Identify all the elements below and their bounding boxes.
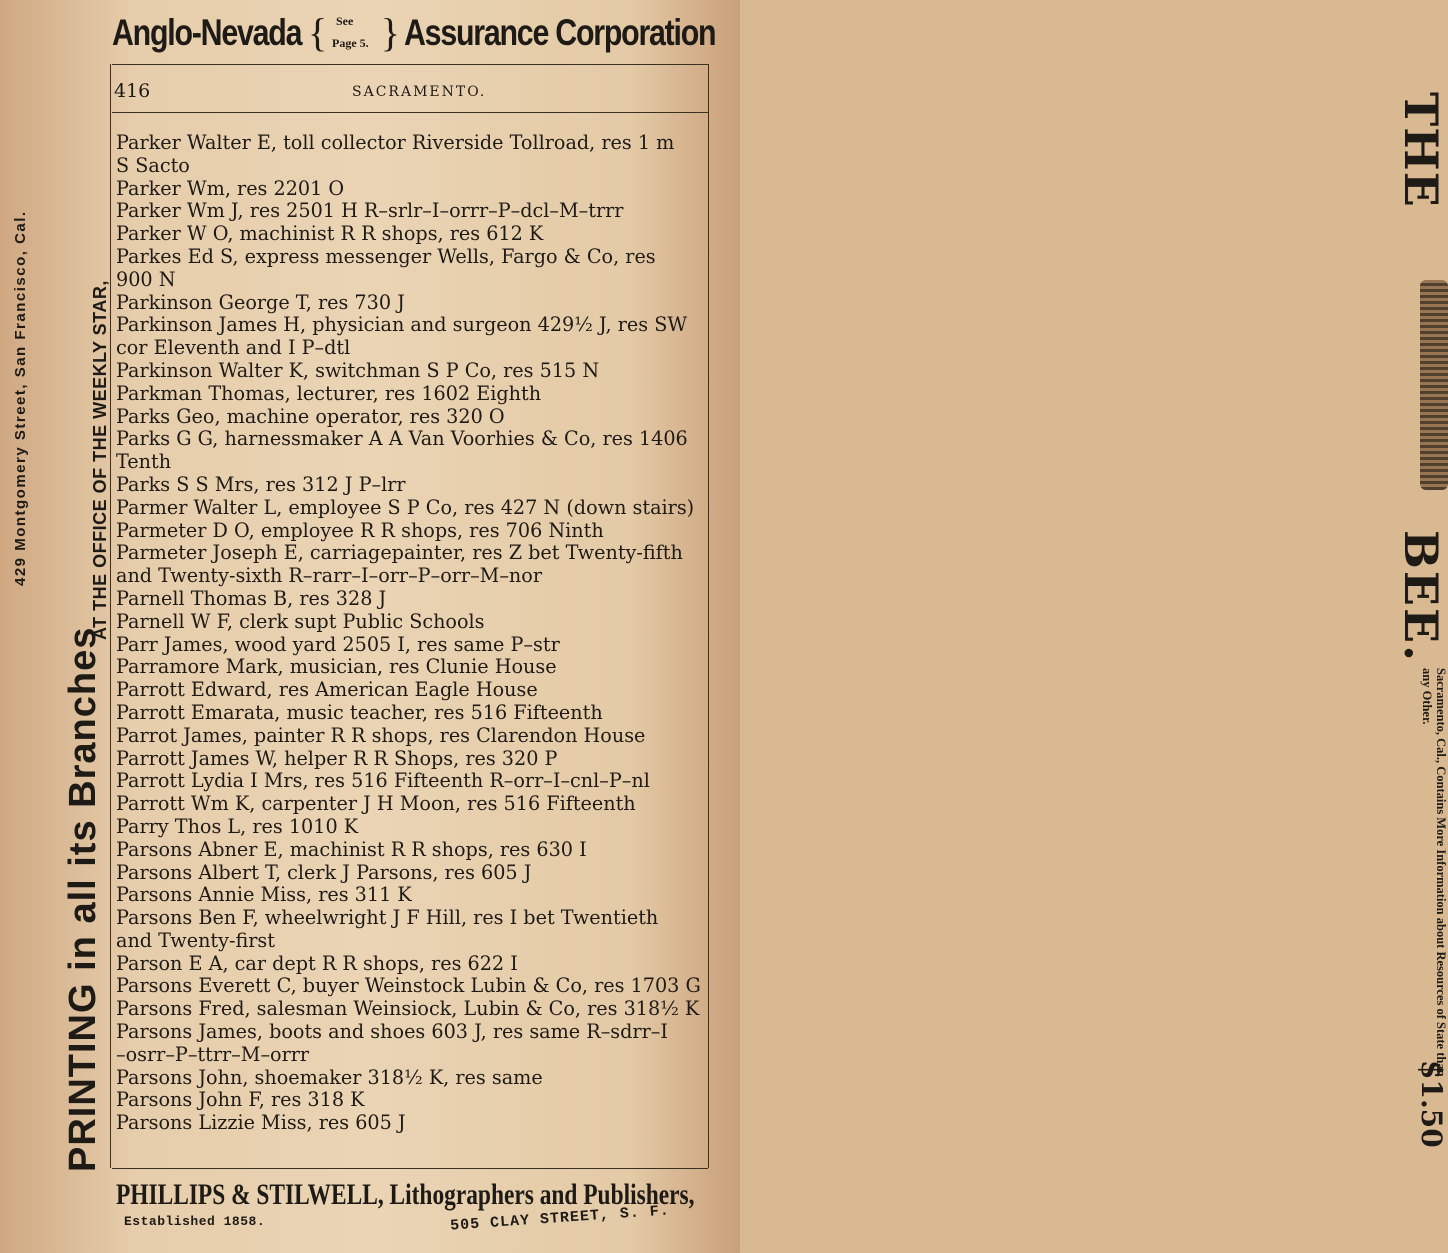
entry-line: Parrott Emarata, music teacher, res 516 Fifteenth bbox=[116, 700, 603, 724]
entry-continuation: 900 N bbox=[116, 267, 176, 291]
list-item bbox=[116, 839, 706, 862]
list-item bbox=[116, 428, 706, 474]
entry-line: Parsons James, boots and shoes 603 J, res same R–sdrr–I bbox=[116, 1020, 668, 1044]
list-item bbox=[116, 406, 706, 429]
established-note: Established 1858. bbox=[124, 1214, 266, 1229]
entry-line: Parker Wm, res 2201 O bbox=[116, 176, 345, 200]
list-item bbox=[116, 634, 706, 657]
list-item bbox=[116, 793, 706, 816]
list-item bbox=[116, 200, 706, 223]
list-item bbox=[116, 816, 706, 839]
left-margin-ad bbox=[0, 0, 108, 1253]
list-item bbox=[116, 953, 706, 976]
entry-line: Parsons John, shoemaker 318½ K, res same bbox=[116, 1065, 543, 1089]
entry-continuation: S Sacto bbox=[116, 153, 190, 177]
publisher-name: PHILLIPS & STILWELL, Lithographers and Publishers, bbox=[116, 1178, 695, 1211]
list-item bbox=[116, 611, 706, 634]
entry-line: Parker W O, machinist R R shops, res 612 K bbox=[116, 222, 544, 246]
entry-line: Parks S S Mrs, res 312 J P–lrr bbox=[116, 472, 406, 496]
entry-line: Parr James, wood yard 2505 I, res same P–str bbox=[116, 632, 560, 656]
entry-line: Parker Wm J, res 2501 H R–srlr–I–orrr–P–dcl–M–trrr bbox=[116, 199, 624, 223]
office-ad-text: AT THE OFFICE OF THE WEEKLY STAR, bbox=[90, 280, 110, 640]
entry-line: Parker Walter E, toll collector Riverside Tollroad, res 1 m bbox=[116, 131, 675, 154]
entry-line: Parsons Annie Miss, res 311 K bbox=[116, 883, 412, 907]
entry-line: Parnell W F, clerk supt Public Schools bbox=[116, 609, 485, 633]
header-rule bbox=[112, 112, 708, 113]
entry-line: Parsons Fred, salesman Weinsiock, Lubin & Co, res 318½ K bbox=[116, 997, 700, 1021]
list-item bbox=[116, 702, 706, 725]
entry-line: Parnell Thomas B, res 328 J bbox=[116, 586, 387, 610]
entry-line: Parrott Wm K, carpenter J H Moon, res 516 Fifteenth bbox=[116, 792, 636, 816]
the-label: THE bbox=[1394, 92, 1448, 208]
entry-line: Parrott James W, helper R R Shops, res 320 P bbox=[116, 746, 558, 770]
list-item bbox=[116, 383, 706, 406]
list-item bbox=[116, 975, 706, 998]
list-item bbox=[116, 178, 706, 201]
entry-line: Parkinson Walter K, switchman S P Co, res 515 N bbox=[116, 358, 600, 382]
entry-line: Parrott Lydia I Mrs, res 516 Fifteenth R–orr–I–cnl–P–nl bbox=[116, 769, 650, 793]
list-item bbox=[116, 132, 706, 178]
list-item bbox=[116, 360, 706, 383]
directory-entries bbox=[116, 132, 706, 1135]
bee-label: BEE. bbox=[1394, 530, 1448, 664]
list-item bbox=[116, 223, 706, 246]
entry-line: Parmeter D O, employee R R shops, res 706 Ninth bbox=[116, 518, 604, 542]
list-item bbox=[116, 542, 706, 588]
list-item bbox=[116, 679, 706, 702]
entry-line: Parsons Lizzie Miss, res 605 J bbox=[116, 1111, 406, 1135]
entry-line: Parsons Abner E, machinist R R shops, res 630 I bbox=[116, 837, 587, 861]
list-item bbox=[116, 1067, 706, 1090]
entry-line: Parry Thos L, res 1010 K bbox=[116, 814, 359, 838]
list-item bbox=[116, 1021, 706, 1067]
entry-line: Parmer Walter L, employee S P Co, res 427 N (down stairs) bbox=[116, 495, 695, 519]
list-item bbox=[116, 748, 706, 771]
see-label: See bbox=[336, 14, 354, 28]
eagle-emblem-icon bbox=[1420, 280, 1448, 490]
entry-continuation: and Twenty-sixth R–rarr–I–orr–P–orr–M–nor bbox=[116, 564, 543, 588]
entry-continuation: cor Eleventh and I P–dtl bbox=[116, 336, 351, 360]
page-ref-label: Page 5. bbox=[332, 36, 369, 50]
list-item bbox=[116, 1089, 706, 1112]
ad-title-left: Anglo-Nevada bbox=[112, 12, 302, 53]
page-number: 416 bbox=[114, 80, 151, 102]
list-item bbox=[116, 862, 706, 885]
entry-continuation: and Twenty-first bbox=[116, 928, 275, 952]
brace-left-icon: { bbox=[308, 10, 328, 55]
entry-line: Parsons Ben F, wheelwright J F Hill, res I bet Twentieth bbox=[116, 906, 659, 930]
entry-line: Parkman Thomas, lecturer, res 1602 Eighth bbox=[116, 381, 542, 405]
list-item bbox=[116, 884, 706, 907]
see-page-note bbox=[308, 8, 400, 58]
bee-blurb: Sacramento, Cal., Contains More Information about Resources of State than any Other. bbox=[1420, 668, 1448, 1077]
ad-header bbox=[112, 6, 716, 62]
entry-line: Parsons Everett C, buyer Weinstock Lubin & Co, res 1703 G bbox=[116, 974, 701, 998]
right-frame-rule bbox=[708, 64, 709, 1168]
list-item bbox=[116, 246, 706, 292]
running-head: SACRAMENTO. bbox=[352, 84, 487, 100]
list-item bbox=[116, 770, 706, 793]
list-item bbox=[116, 314, 706, 360]
list-item bbox=[116, 656, 706, 679]
price-label: $1.50 bbox=[1415, 1060, 1448, 1148]
entry-line: Parramore Mark, musician, res Clunie House bbox=[116, 655, 557, 679]
brace-right-icon: } bbox=[380, 10, 400, 55]
list-item bbox=[116, 474, 706, 497]
list-item bbox=[116, 725, 706, 748]
ad-title-right: Assurance Corporation bbox=[404, 12, 716, 53]
list-item bbox=[116, 588, 706, 611]
list-item bbox=[116, 1112, 706, 1135]
list-item bbox=[116, 520, 706, 543]
list-item bbox=[116, 998, 706, 1021]
entry-line: Parmeter Joseph E, carriagepainter, res Z bet Twenty-fifth bbox=[116, 541, 683, 565]
printing-ad-text: PRINTING in all its Branches bbox=[62, 626, 104, 1172]
entry-line: Parrot James, painter R R shops, res Clarendon House bbox=[116, 723, 646, 747]
right-margin-ad bbox=[710, 0, 1448, 1253]
list-item bbox=[116, 292, 706, 315]
entry-line: Parrott Edward, res American Eagle House bbox=[116, 678, 538, 702]
entry-line: Parkes Ed S, express messenger Wells, Fargo & Co, res bbox=[116, 244, 656, 268]
entry-line: Parks Geo, machine operator, res 320 O bbox=[116, 404, 505, 428]
address-ad-text: 429 Montgomery Street, San Francisco, Cal. bbox=[12, 210, 29, 586]
entry-line: Parsons John F, res 318 K bbox=[116, 1088, 365, 1112]
entry-line: Parson E A, car dept R R shops, res 622 I bbox=[116, 951, 518, 975]
entry-line: Parsons Albert T, clerk J Parsons, res 605 J bbox=[116, 860, 532, 884]
top-rule bbox=[112, 64, 708, 65]
entry-line: Parkinson George T, res 730 J bbox=[116, 290, 405, 314]
entry-continuation: Tenth bbox=[116, 450, 172, 474]
entry-continuation: –osrr–P–ttrr–M–orrr bbox=[116, 1042, 310, 1066]
entry-line: Parks G G, harnessmaker A A Van Voorhies & Co, res 1406 bbox=[116, 427, 688, 451]
street-address: 505 CLAY STREET, S. F. bbox=[449, 1202, 671, 1235]
list-item bbox=[116, 497, 706, 520]
entry-line: Parkinson James H, physician and surgeon 429½ J, res SW bbox=[116, 313, 688, 337]
list-item bbox=[116, 907, 706, 953]
bottom-rule bbox=[112, 1168, 708, 1169]
